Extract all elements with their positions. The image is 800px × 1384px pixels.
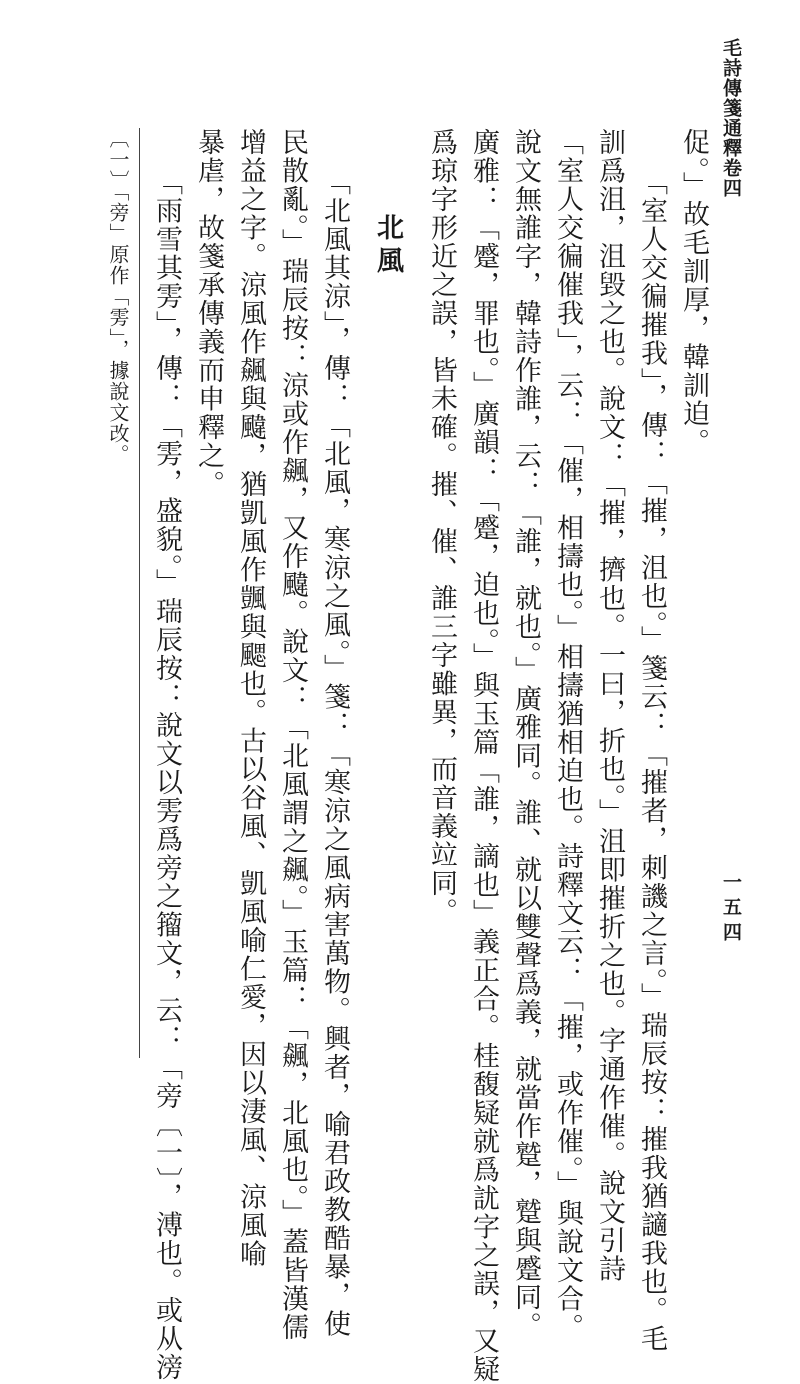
- text-line-2: 「室人交徧摧我」，傳：「摧，沮也。」箋云：「摧者，刺譏之言。」瑞辰按：摧我猶讁我也。毛: [636, 168, 667, 1353]
- footnote: 〔一〕「旁」原作「雱」，據說文改。: [106, 128, 130, 465]
- section-line-5: 「雨雪其雱」，傳：「雱，盛貌。」瑞辰按：說文以雱爲旁之籀文，云：「旁〔一〕，溥也。或从滂: [151, 168, 182, 1382]
- section-line-1: 「北風其涼」，傳：「北風，寒涼之風。」箋：「寒涼之風病害萬物。興者，喻君政教酷暴，使: [319, 168, 350, 1338]
- section-title: 北風: [372, 213, 403, 279]
- section-line-3: 增益之字。涼風作飆與颹，猶凱風作颽與颸也。古以谷風、凱風喻仁愛，因以淒風、涼風喻: [235, 128, 266, 1268]
- page-number: 一五四: [720, 872, 742, 947]
- section-line-4: 暴虐，故箋承傳義而申釋之。: [193, 128, 224, 499]
- text-line-7: 爲琼字形近之誤，皆未確。摧、催、誰三字雖異，而音義竝同。: [426, 128, 457, 926]
- text-line-6: 廣雅：「蹙，罪也。」廣韻：「蹙，迫也。」與玉篇「誰，謫也」義正合。桂馥疑就爲訧字之誤，又疑: [468, 128, 499, 1384]
- book-title-header: 毛詩傳箋通釋卷四: [720, 38, 742, 198]
- text-line-3: 訓爲沮，沮毀之也。說文：「摧，擠也。一曰，折也。」沮即摧折之也。字通作催。說文引詩: [594, 128, 625, 1283]
- footnote-divider: [139, 128, 140, 1058]
- text-line-5: 說文無誰字，韓詩作誰，云：「誰，就也。」廣雅同。誰、就以雙聲爲義，就當作蹵，蹵與蹙同。: [510, 128, 541, 1340]
- text-line-1: 促。」故毛訓厚，韓訓迫。: [678, 128, 709, 457]
- section-line-2: 民散亂。」瑞辰按：涼或作飆，又作颹。說文：「北風謂之飆。」玉篇：「飆，北風也。」蓋皆漢儒: [277, 128, 308, 1342]
- text-line-4: 「室人交徧催我」，云：「催，相擣也。」相擣猶相迫也。詩釋文云：「摧，或作催。」與說文合。: [552, 128, 583, 1342]
